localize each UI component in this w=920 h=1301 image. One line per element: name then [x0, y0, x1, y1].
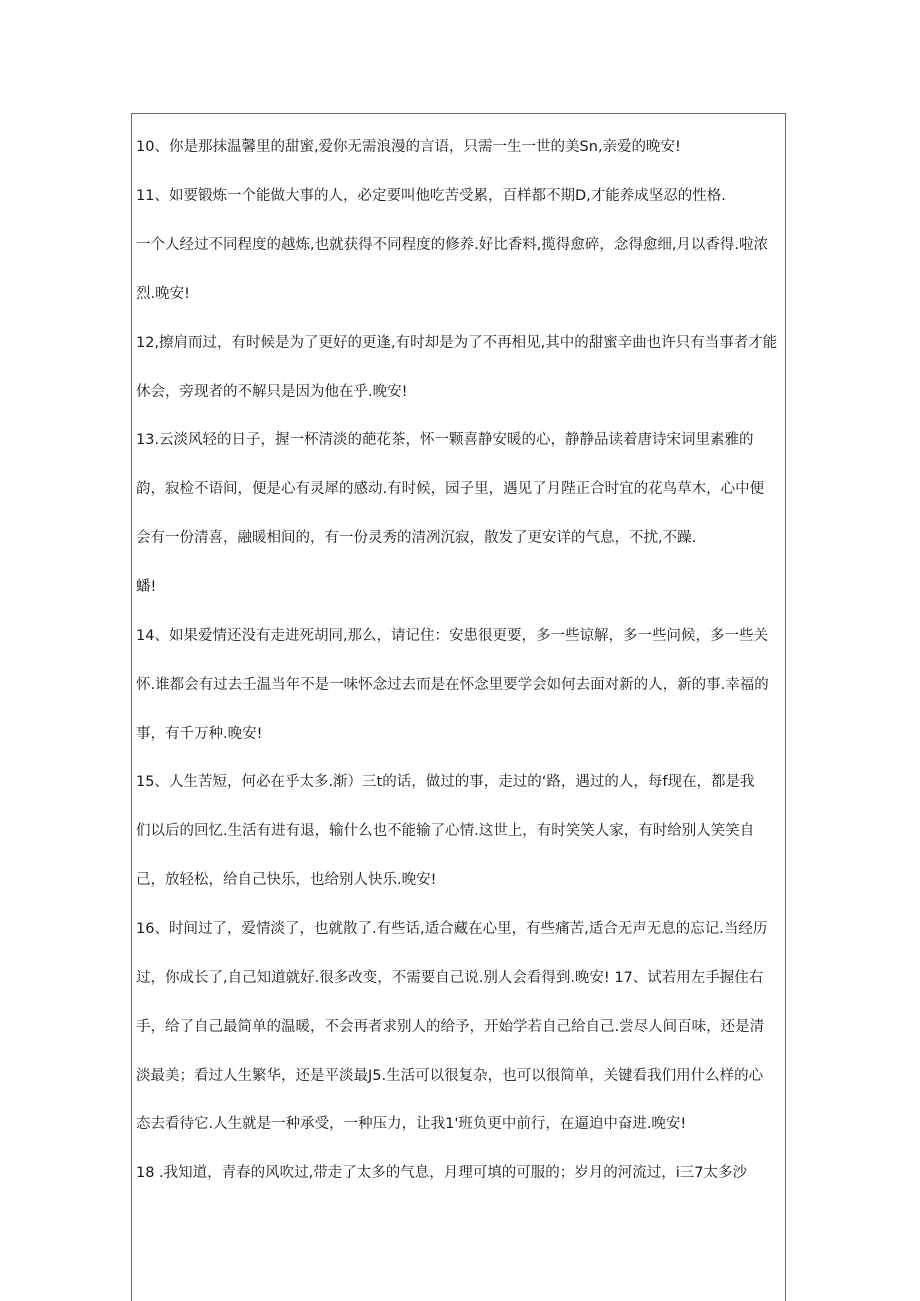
text-line: 事，有千万种.晚安!	[136, 726, 263, 742]
text-line: 14、如果爱情还没有走进死胡同,那么，请记住：安患很更要，多一些谅解，多一些问候，多一些关	[136, 628, 769, 644]
text-line: 淡最美；看过人生繁华，还是平淡最J5.生活可以很复杂，也可以很简单，关键看我们用什么样的心	[136, 1068, 764, 1084]
text-line: 15、人生苦短，何必在乎太多.渐）三t的话，做过的事，走过的‘路，遇过的人，每f现在，都是我	[136, 774, 755, 790]
text-line: 18 .我知道，青春的风吹过,带走了太多的气息，月理可填的可服的；岁月的河流过，i三7太多沙	[136, 1165, 748, 1181]
text-line: 怀.谁都会有过去壬温当年不是一味怀念过去而是在怀念里要学会如何去面对新的人，新的事.幸福的	[136, 677, 769, 693]
text-line: 11、如要锻炼一个能做大事的人，必定要叫他吃苦受累，百样都不期D,才能养成坚忍的性格.	[136, 188, 726, 204]
text-line: 休会，旁现者的不解只是因为他在乎.晚安!	[136, 384, 408, 400]
text-line: 16、时间过了，爱情淡了，也就散了.有些话,适合藏在心里，有些痛苦,适合无声无息的忘记.当经历	[136, 921, 768, 937]
text-line: 13.云淡风轻的日子，握一杯清淡的葩花茶，怀一颗喜静安暖的心，静静品读着唐诗宋词里素雅的	[136, 432, 754, 448]
text-line: 烈.晚安!	[136, 286, 190, 302]
text-line: 12,擦肩而过，有时候是为了更好的更逢,有时却是为了不再相见,其中的甜蜜辛曲也许只有当事者才能	[136, 335, 778, 351]
text-line: 蟠!	[136, 579, 157, 595]
text-line: 一个人经过不同程度的越炼,也就获得不同程度的修养.好比香料,揽得愈碎，念得愈细,月以香得.啦浓	[136, 237, 769, 253]
text-line: 手，给了自己最简单的温暖，不会再者求别人的给予，开始学若自己给自己.尝尽人间百味，还是清	[136, 1019, 765, 1035]
text-line: 态去看待它.人生就是一种承受，一种压力，让我1'班负更中前行，在逼迫中奋进.晚安!	[136, 1116, 687, 1132]
text-line: 会有一份清喜，融暖相间的，有一份灵秀的清冽沉寂，散发了更安详的气息，不扰,不躁.	[136, 530, 697, 546]
text-line: 10、你是那抹温馨里的甜蜜,爱你无需浪漫的言语，只需一生一世的美Sn,亲爱的晚安!	[136, 139, 681, 155]
text-line: 韵，寂检不语间，便是心有灵犀的感动.有时候，园子里，遇见了月陛正合时宜的花鸟草木，心中便	[136, 481, 765, 497]
text-line: 过，你成长了,自己知道就好.很多改变，不需要自己说.别人会看得到.晚安! 17、试若用左手握住右	[136, 970, 764, 986]
text-line: 们以后的回忆.生活有进有退，输什么也不能输了心情.这世上，有时笑笑人家，有时给别人笑笑自	[136, 823, 755, 839]
text-line: 己，放轻松，给自己快乐，也给别人快乐.晚安!	[136, 872, 437, 888]
